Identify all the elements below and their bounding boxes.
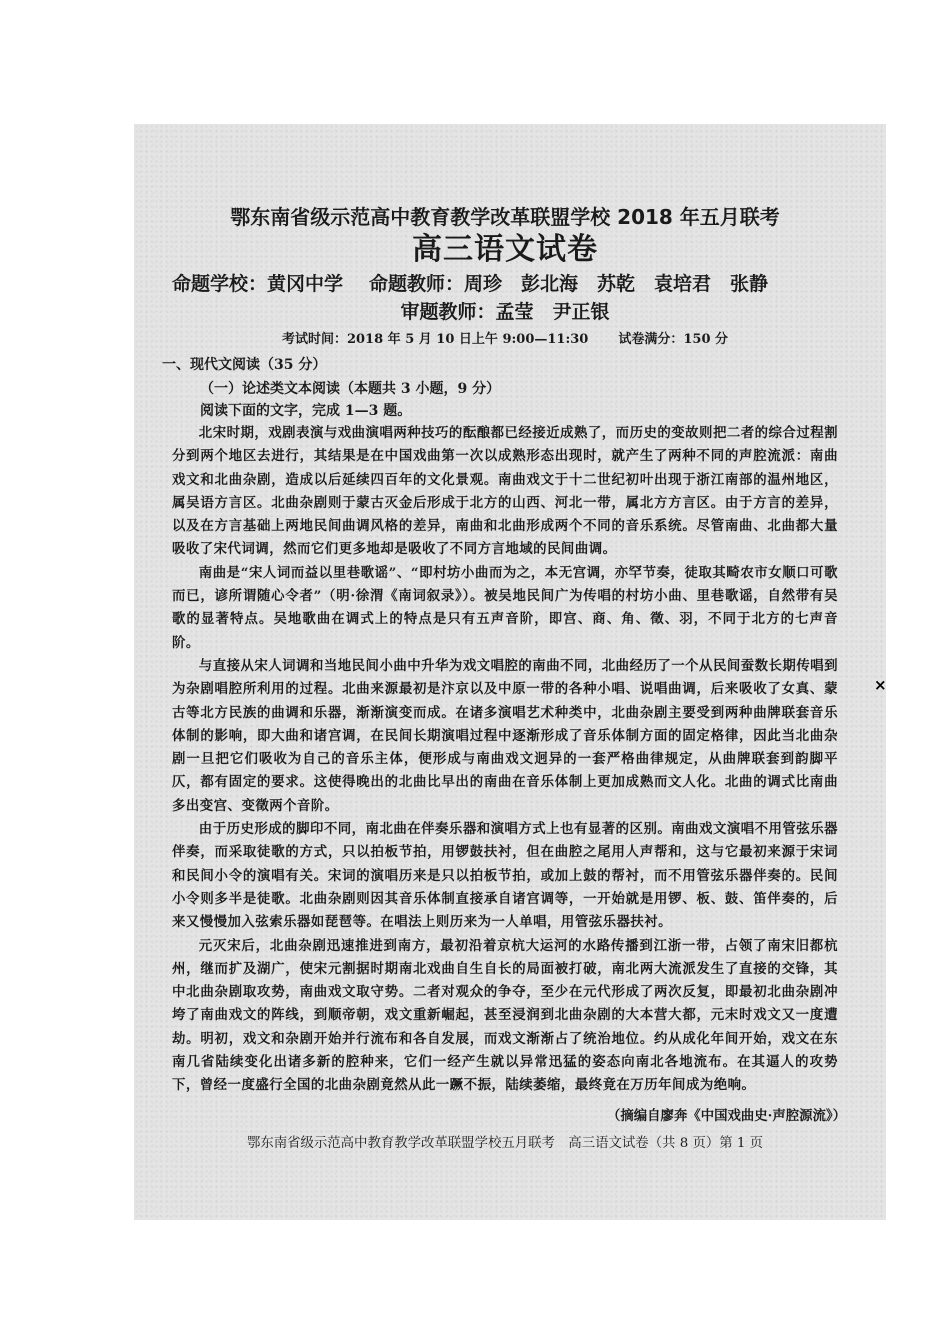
authors-line xyxy=(172,270,838,298)
page-footer: 鄂东南省级示范高中教育教学改革联盟学校五月联考 高三语文试卷（共 8 页）第 1 页 xyxy=(246,1135,764,1151)
scanned-exam-page xyxy=(134,124,886,1220)
close-icon[interactable]: × xyxy=(874,676,887,694)
author-teachers: 命题教师：周珍 彭北海 苏乾 袁培君 张静 xyxy=(369,273,769,295)
author-school: 命题学校：黄冈中学 xyxy=(172,273,344,295)
section-title: 一、现代文阅读（35 分） xyxy=(162,357,327,373)
full-score: 试卷满分：150 分 xyxy=(618,332,729,347)
paragraph: 与直接从宋人词调和当地民间小曲中升华为戏文唱腔的南曲不同，北曲经历了一个从民间蚕数长期传唱到为杂剧唱腔所利用的过程。北曲来源最初是汴京以及中原一带的各种小唱、说唱曲调，后来吸收了女真、蒙古等北方民族的曲调和乐器，渐渐演变而成。在诸多演唱艺术种类中，北曲杂剧主要受到两种曲牌联套音乐体制的影响，即大曲和诸宫调，在民间长期演唱过程中逐渐形成了音乐体制方面的固定格律，因此当北曲杂剧一旦把它们吸收为自己的音乐主体，便形成与南曲戏文迥异的一套严格曲律规定，从曲牌联套到韵脚平仄，都有固定的要求。这使得晚出的北曲比早出的南曲在音乐体制上更加成熟而文人化。北曲的调式比南曲多出变宫、变徵两个音阶。 xyxy=(172,657,838,814)
source-citation: （摘编自廖奔《中国戏曲史·声腔源流》） xyxy=(607,1107,846,1124)
exam-meta xyxy=(172,328,838,352)
exam-time: 考试时间：2018 年 5 月 10 日上午 9:00—11:30 xyxy=(281,332,589,347)
paragraph: 南曲是“宋人词而益以里巷歌谣”、“即村坊小曲而为之，本无宫调，亦罕节奏，徒取其畸农市女顺口可歌而已，谚所谓随心令者”（明·徐渭《南词叙录》）。被吴地民间广为传唱的村坊小曲、里巷歌谣，自然带有吴歌的显著特点。吴地歌曲在调式上的特点是只有五声音阶，即宫、商、角、徵、羽，不同于北方的七声音阶。 xyxy=(172,564,838,651)
paragraph: 由于历史形成的脚印不同，南北曲在伴奏乐器和演唱方式上也有显著的区别。南曲戏文演唱不用管弦乐器伴奏，而采取徒歌的方式，只以拍板节拍，用锣鼓扶衬，但在曲腔之尾用人声帮和，这与它最初来源于宋词和民间小令的演唱有关。宋词的演唱历来是只以拍板节拍，或加上鼓的帮衬，而不用管弦乐器伴奏的。民间小令则多半是徒歌。北曲杂剧则因其音乐体制直接承自诸宫调等，一开始就是用锣、板、鼓、笛伴奏的，后来又慢慢加入弦索乐器如琵琶等。在唱法上则历来为一人单唱，用管弦乐器扶衬。 xyxy=(172,821,838,931)
paragraph: 北宋时期，戏剧表演与戏曲演唱两种技巧的酝酿都已经接近成熟了，而历史的变故则把二者的综合过程割分到两个地区去进行，其结果是在中国戏曲第一次以成熟形态出现时，就产生了两种不同的声腔流派：南曲戏文和北曲杂剧，造成以后延续四百年的文化景观。南曲戏文于十二世纪初叶出现于浙江南部的温州地区，属吴语方言区。北曲杂剧则于蒙古灭金后形成于北方的山西、河北一带，属北方方言区。由于方言的差异，以及在方言基础上两地民间曲调风格的差异，南曲和北曲形成两个不同的音乐系统。尽管南曲、北曲都大量吸收了宋代词调，然而它们更多地却是吸收了不同方言地域的民间曲调。 xyxy=(172,425,838,558)
subsection-title: （一）论述类文本阅读（本题共 3 小题，9 分） xyxy=(200,381,501,397)
paragraph: 元灭宋后，北曲杂剧迅速推进到南方，最初沿着京杭大运河的水路传播到江浙一带，占领了南宋旧都杭州，继而扩及湖广，使宋元割据时期南北戏曲自生自长的局面被打破，南北两大流派发生了直接的交锋，其中北曲杂剧取攻势，南曲戏文取守势。二者对观众的争夺，至少在元代形成了两次反复，即最初北曲杂剧冲垮了南曲戏文的阵线，到顺帝朝，戏文重新崛起，甚至浸润到北曲杂剧的大本营大都，元末时戏文又一度遭劫。明初，戏文和杂剧开始并行流布和各自发展，而戏文渐渐占了统治地位。约从成化年间开始，戏文在东南几省陆续变化出诸多新的腔种来，它们一经产生就以异常迅猛的姿态向南北各地流布。在其逼人的攻势下，曾经一度盛行全国的北曲杂剧竟然从此一蹶不振，陆续萎缩，最终竟在万历年间成为绝响。 xyxy=(172,937,838,1094)
exam-subject: 高三语文试卷 xyxy=(412,232,598,267)
instruction: 阅读下面的文字，完成 1—3 题。 xyxy=(200,403,412,419)
reviewers-line: 审题教师：孟莹 尹正银 xyxy=(400,301,610,323)
exam-title: 鄂东南省级示范高中教育教学改革联盟学校 2018 年五月联考 xyxy=(230,205,780,229)
